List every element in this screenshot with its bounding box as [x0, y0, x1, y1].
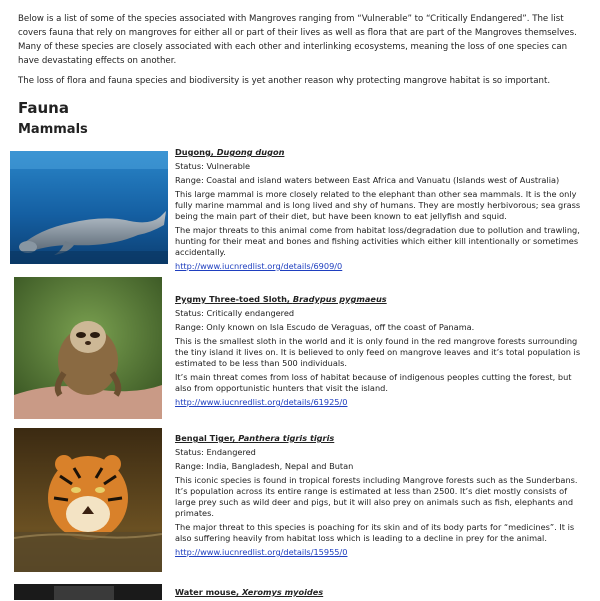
intro-paragraph: Below is a list of some of the species associated with Mangroves ranging from “Vulnerable” to “Critically Endangered”. The list covers fauna that rely on mangroves for either all or part of their lives as well as flora that are part of the Mangroves themselves. Many of these species are closely associated with each other and interlinking ecosystems, meaning the loss of one species can have devastating effects on another.	[18, 14, 577, 66]
entry-tiger	[175, 433, 587, 561]
entry-range: Range: Coastal and island waters between East Africa and Vanuatu (Islands west of Australia)	[175, 175, 560, 185]
entry-water-mouse	[175, 587, 587, 601]
heading-fauna: Fauna	[18, 99, 69, 117]
dugong-photo	[10, 151, 168, 264]
entry-dugong	[175, 147, 587, 275]
entry-description: This large mammal is more closely related to the elephant than other sea mammals. It is the only fully marine mammal and is long lived and shy of humans. They are mostly herbivorous; sea grass being the main part of their diet, but have been known to eat jellyfish and squid.	[175, 189, 581, 221]
iucn-link[interactable]: http://www.iucnredlist.org/details/61925/0	[175, 397, 348, 407]
heading-mammals: Mammals	[18, 122, 88, 137]
intro-paragraph-2: The loss of flora and fauna species and biodiversity is yet another reason why protecting mangrove habitat is so important.	[18, 76, 551, 86]
entry-range: Range: India, Bangladesh, Nepal and Butan	[175, 461, 354, 471]
entry-title: Pygmy Three-toed Sloth, Bradypus pygmaeus	[175, 294, 387, 304]
iucn-link[interactable]: http://www.iucnredlist.org/details/6909/0	[175, 261, 343, 271]
tiger-photo	[14, 428, 162, 572]
entry-title: Bengal Tiger, Panthera tigris tigris	[175, 433, 335, 443]
entry-threats: The major threat to this species is poaching for its skin and of its body parts for “medicines”. It is also suffering heavily from habitat loss which is leading to a decline in prey for the animal.	[175, 522, 575, 543]
entry-title: Water mouse, Xeromys myoides	[175, 587, 324, 597]
entry-title: Dugong, Dugong dugon	[175, 147, 285, 157]
entry-sloth	[175, 294, 587, 411]
entry-status: Status: Endangered	[175, 447, 256, 457]
iucn-link[interactable]: http://www.iucnredlist.org/details/15955/0	[175, 547, 348, 557]
entry-status: Status: Vulnerable	[175, 161, 251, 171]
sloth-photo	[14, 277, 162, 419]
entry-threats: It’s main threat comes from loss of habitat because of indigenous peoples cutting the forest, but also from opportunistic hunters that visit the island.	[175, 372, 572, 393]
water-mouse-photo	[14, 584, 162, 600]
entry-description: This is the smallest sloth in the world and it is only found in the red mangrove forests surrounding the tiny island it lives on. It is believed to only feed on mangrove leaves and it’s total population is estimated to be less than 500 individuals.	[175, 336, 581, 368]
entry-status: Status: Critically endangered	[175, 308, 295, 318]
entry-range: Range: Only known on Isla Escudo de Veraguas, off the coast of Panama.	[175, 322, 475, 332]
entry-description: This iconic species is found in tropical forests including Mangrove forests such as the Sunderbans. It’s population across its entire range is estimated at less than 2500. It’s diet mostly consists of large prey such as wild deer and pigs, but it will also prey on animals such as fish, elephants and primates.	[175, 475, 578, 518]
entry-threats: The major threats to this animal come from habitat loss/degradation due to pollution and trawling, hunting for their meat and bones and fishing activities which either kill intentionally or sometimes accidentally.	[175, 225, 580, 257]
